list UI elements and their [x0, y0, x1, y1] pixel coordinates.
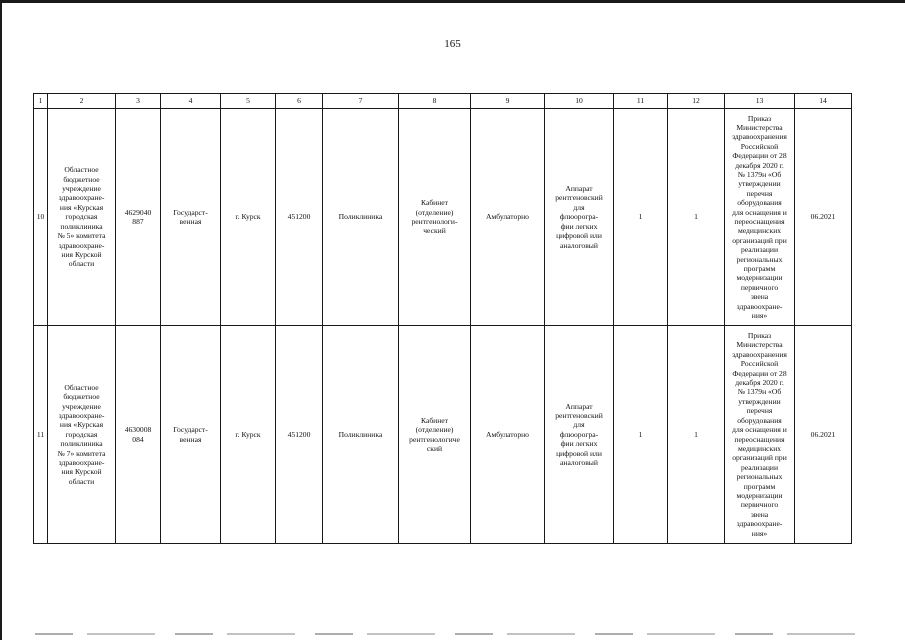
- facility-type-cell: Поликлиника: [323, 326, 399, 544]
- header-cell: 6: [276, 94, 323, 109]
- care-form-cell: Амбулаторно: [471, 326, 545, 544]
- scan-top-border: [0, 0, 905, 3]
- code-cell: 451200: [276, 109, 323, 326]
- page-number: 165: [444, 38, 461, 50]
- facility-type-cell: Поликлиника: [323, 109, 399, 326]
- header-cell: 3: [116, 94, 161, 109]
- quantity-cell: 1: [668, 109, 725, 326]
- regulation-cell: Приказ Министерства здравоохранения Российской Федерации от 28 декабря 2020 г. № 1379н «Об утверждении перечня оборудования для оснащения и переоснащения медицинских организаций при реализации региональных программ модернизации первичного звена здравоохране- ния»: [725, 109, 795, 326]
- equipment-cell: Аппарат рентгеновский для флюорогра- фии легких цифровой или аналоговый: [545, 109, 614, 326]
- regulation-cell: Приказ Министерства здравоохранения Российской Федерации от 28 декабря 2020 г. № 1379н «Об утверждении перечня оборудования для оснащения и переоснащения медицинских организаций при реализации региональных программ модернизации первичного звена здравоохране- ния»: [725, 326, 795, 544]
- header-cell: 9: [471, 94, 545, 109]
- code-cell: 451200: [276, 326, 323, 544]
- header-cell: 4: [161, 94, 221, 109]
- header-cell: 12: [668, 94, 725, 109]
- header-cell: 2: [48, 94, 116, 109]
- header-row: [34, 94, 852, 109]
- organization-cell: Областное бюджетное учреждение здравоохране- ния «Курская городская поликлиника № 5» комитета здравоохране- ния Курской области: [48, 109, 116, 326]
- row-number-cell: 10: [34, 109, 48, 326]
- organization-cell: Областное бюджетное учреждение здравоохране- ния «Курская городская поликлиника № 7» комитета здравоохране- ния Курской области: [48, 326, 116, 544]
- date-cell: 06.2021: [795, 109, 852, 326]
- care-form-cell: Амбулаторно: [471, 109, 545, 326]
- ownership-cell: Государст- венная: [161, 326, 221, 544]
- date-cell: 06.2021: [795, 326, 852, 544]
- table-row: [34, 109, 852, 326]
- inn-cell: 4630008 084: [116, 326, 161, 544]
- header-cell: 8: [399, 94, 471, 109]
- header-cell: 7: [323, 94, 399, 109]
- city-cell: г. Курск: [221, 109, 276, 326]
- header-cell: 5: [221, 94, 276, 109]
- inn-cell: 4629040 887: [116, 109, 161, 326]
- department-cell: Кабинет (отделение) рентгенологи- ческий: [399, 109, 471, 326]
- quantity-cell: 1: [668, 326, 725, 544]
- ownership-cell: Государст- венная: [161, 109, 221, 326]
- header-cell: 10: [545, 94, 614, 109]
- table-row: [34, 326, 852, 544]
- row-number-cell: 11: [34, 326, 48, 544]
- scan-bottom-artifact: [35, 633, 855, 635]
- quantity-cell: 1: [614, 326, 668, 544]
- scan-left-border: [0, 0, 2, 640]
- header-cell: 13: [725, 94, 795, 109]
- data-table: [33, 93, 852, 544]
- equipment-cell: Аппарат рентгеновский для флюорогра- фии легких цифровой или аналоговый: [545, 326, 614, 544]
- department-cell: Кабинет (отделение) рентгенологиче ский: [399, 326, 471, 544]
- quantity-cell: 1: [614, 109, 668, 326]
- header-cell: 14: [795, 94, 852, 109]
- header-cell: 11: [614, 94, 668, 109]
- city-cell: г. Курск: [221, 326, 276, 544]
- header-cell: 1: [34, 94, 48, 109]
